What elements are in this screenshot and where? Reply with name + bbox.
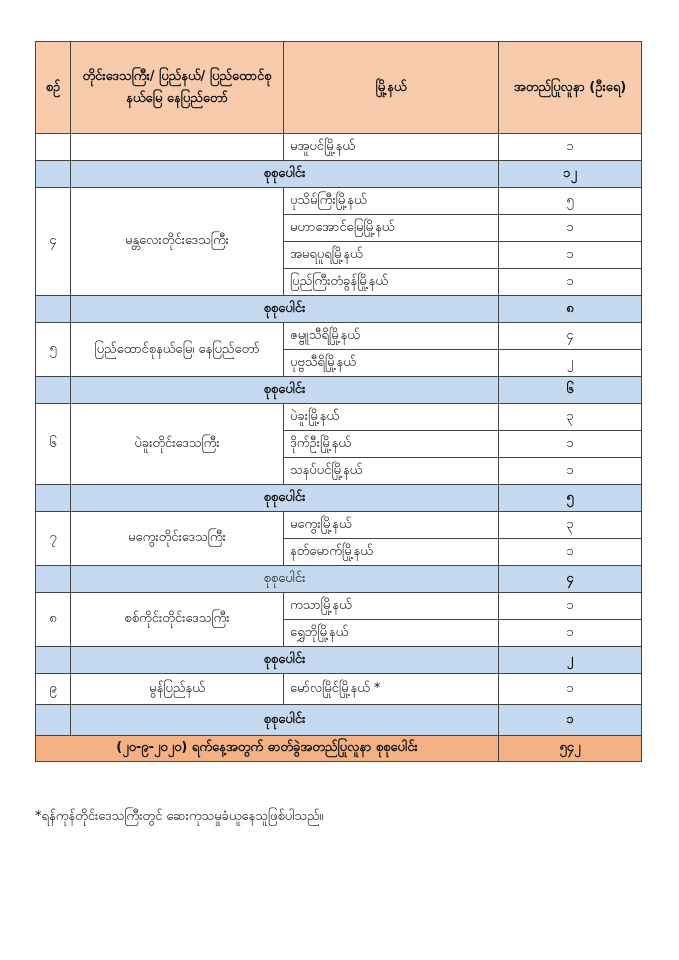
header-row xyxy=(36,42,642,134)
township-cell: ပြည်ကြီးတံခွန်မြို့နယ် xyxy=(284,269,499,296)
township-cell: ဇမ္ဗူသီရိမြို့နယ် xyxy=(284,323,499,350)
row-number: ၅ xyxy=(36,323,71,377)
table-row xyxy=(36,323,642,350)
count-cell: ၁ xyxy=(499,134,642,161)
township-cell: မော်လမြိုင်မြို့နယ် * xyxy=(284,674,499,705)
subtotal-row xyxy=(36,296,642,323)
subtotal-count: ၁ xyxy=(499,705,642,736)
subtotal-count: ၈ xyxy=(499,296,642,323)
count-cell: ၁ xyxy=(499,593,642,620)
township-cell: မဟာအောင်မြေမြို့နယ် xyxy=(284,215,499,242)
subtotal-count: ၁၂ xyxy=(499,161,642,188)
footnote: *ရန်ကုန်တိုင်းဒေသကြီးတွင် ဆေးကုသမှုခံယူနေသူဖြစ်ပါသည်။ xyxy=(35,809,324,824)
township-cell: ရွှေဘိုမြို့နယ် xyxy=(284,620,499,647)
subtotal-label: စုစုပေါင်း xyxy=(71,566,499,593)
count-cell: ၃ xyxy=(499,404,642,431)
township-cell: ပဲခူးမြို့နယ် xyxy=(284,404,499,431)
row-number: ၉ xyxy=(36,674,71,705)
division-cell: မန္တလေးတိုင်းဒေသကြီး xyxy=(71,188,284,296)
count-cell: ၁ xyxy=(499,242,642,269)
count-cell: ၁ xyxy=(499,674,642,705)
subtotal-count: ၄ xyxy=(499,566,642,593)
township-cell: မကွေးမြို့နယ် xyxy=(284,512,499,539)
subtotal-count: ၂ xyxy=(499,647,642,674)
division-cell: စစ်ကိုင်းတိုင်းဒေသကြီး xyxy=(71,593,284,647)
row-number: ၈ xyxy=(36,593,71,647)
township-cell: နတ်မောက်မြို့နယ် xyxy=(284,539,499,566)
table-row xyxy=(36,512,642,539)
subtotal-row xyxy=(36,485,642,512)
township-cell: မအူပင်မြို့နယ် xyxy=(284,134,499,161)
subtotal-row xyxy=(36,161,642,188)
count-cell: ၁ xyxy=(499,458,642,485)
grand-total-count: ၅၄၂ xyxy=(499,736,642,762)
count-cell: ၂ xyxy=(499,350,642,377)
header-count: အတည်ပြုလူနာ (ဦးရေ) xyxy=(499,42,642,134)
header-township: မြို့နယ် xyxy=(284,42,499,134)
township-cell: ပုဗ္ဗသီရိမြို့နယ် xyxy=(284,350,499,377)
grand-total-row xyxy=(36,736,642,762)
table-row xyxy=(36,593,642,620)
header-division: တိုင်းဒေသကြီး/ ပြည်နယ်/ ပြည်ထောင်စုနယ်မြေ နေပြည်တော် xyxy=(71,42,284,134)
count-cell: ၃ xyxy=(499,512,642,539)
subtotal-label: စုစုပေါင်း xyxy=(71,647,499,674)
table-row xyxy=(36,404,642,431)
row-number: ၄ xyxy=(36,188,71,296)
header-no: စဉ် xyxy=(36,42,71,134)
table-row xyxy=(36,674,642,705)
township-cell: ကသာမြို့နယ် xyxy=(284,593,499,620)
subtotal-row xyxy=(36,377,642,404)
township-cell: အမရပူရမြို့နယ် xyxy=(284,242,499,269)
table-row xyxy=(36,188,642,215)
count-cell: ၁ xyxy=(499,269,642,296)
subtotal-label: စုစုပေါင်း xyxy=(71,705,499,736)
count-cell: ၅ xyxy=(499,188,642,215)
count-cell: ၁ xyxy=(499,215,642,242)
subtotal-row xyxy=(36,566,642,593)
division-cell: မွန်ပြည်နယ် xyxy=(71,674,284,705)
division-cell: ပြည်ထောင်စုနယ်မြေ၊ နေပြည်တော် xyxy=(71,323,284,377)
township-cell: ဒိုက်ဦးမြို့နယ် xyxy=(284,431,499,458)
count-cell: ၄ xyxy=(499,323,642,350)
subtotal-label: စုစုပေါင်း xyxy=(71,296,499,323)
subtotal-label: စုစုပေါင်း xyxy=(71,161,499,188)
subtotal-row xyxy=(36,705,642,736)
subtotal-label: စုစုပေါင်း xyxy=(71,377,499,404)
covid-cases-table xyxy=(35,41,642,762)
row-number: ၆ xyxy=(36,404,71,485)
subtotal-count: ၅ xyxy=(499,485,642,512)
table-row xyxy=(36,134,642,161)
township-cell: ပုသိမ်ကြီးမြို့နယ် xyxy=(284,188,499,215)
subtotal-label: စုစုပေါင်း xyxy=(71,485,499,512)
township-cell: သနပ်ပင်မြို့နယ် xyxy=(284,458,499,485)
count-cell: ၁ xyxy=(499,539,642,566)
subtotal-count: ၆ xyxy=(499,377,642,404)
count-cell: ၁ xyxy=(499,431,642,458)
division-cell: မကွေးတိုင်းဒေသကြီး xyxy=(71,512,284,566)
count-cell: ၁ xyxy=(499,620,642,647)
row-number: ၇ xyxy=(36,512,71,566)
division-cell: ပဲခူးတိုင်းဒေသကြီး xyxy=(71,404,284,485)
grand-total-label: (၂၀-၉-၂၀၂၀) ရက်နေ့အတွက် ဓာတ်ခွဲအတည်ပြုလူနာ စုစုပေါင်း xyxy=(36,736,499,762)
subtotal-row xyxy=(36,647,642,674)
